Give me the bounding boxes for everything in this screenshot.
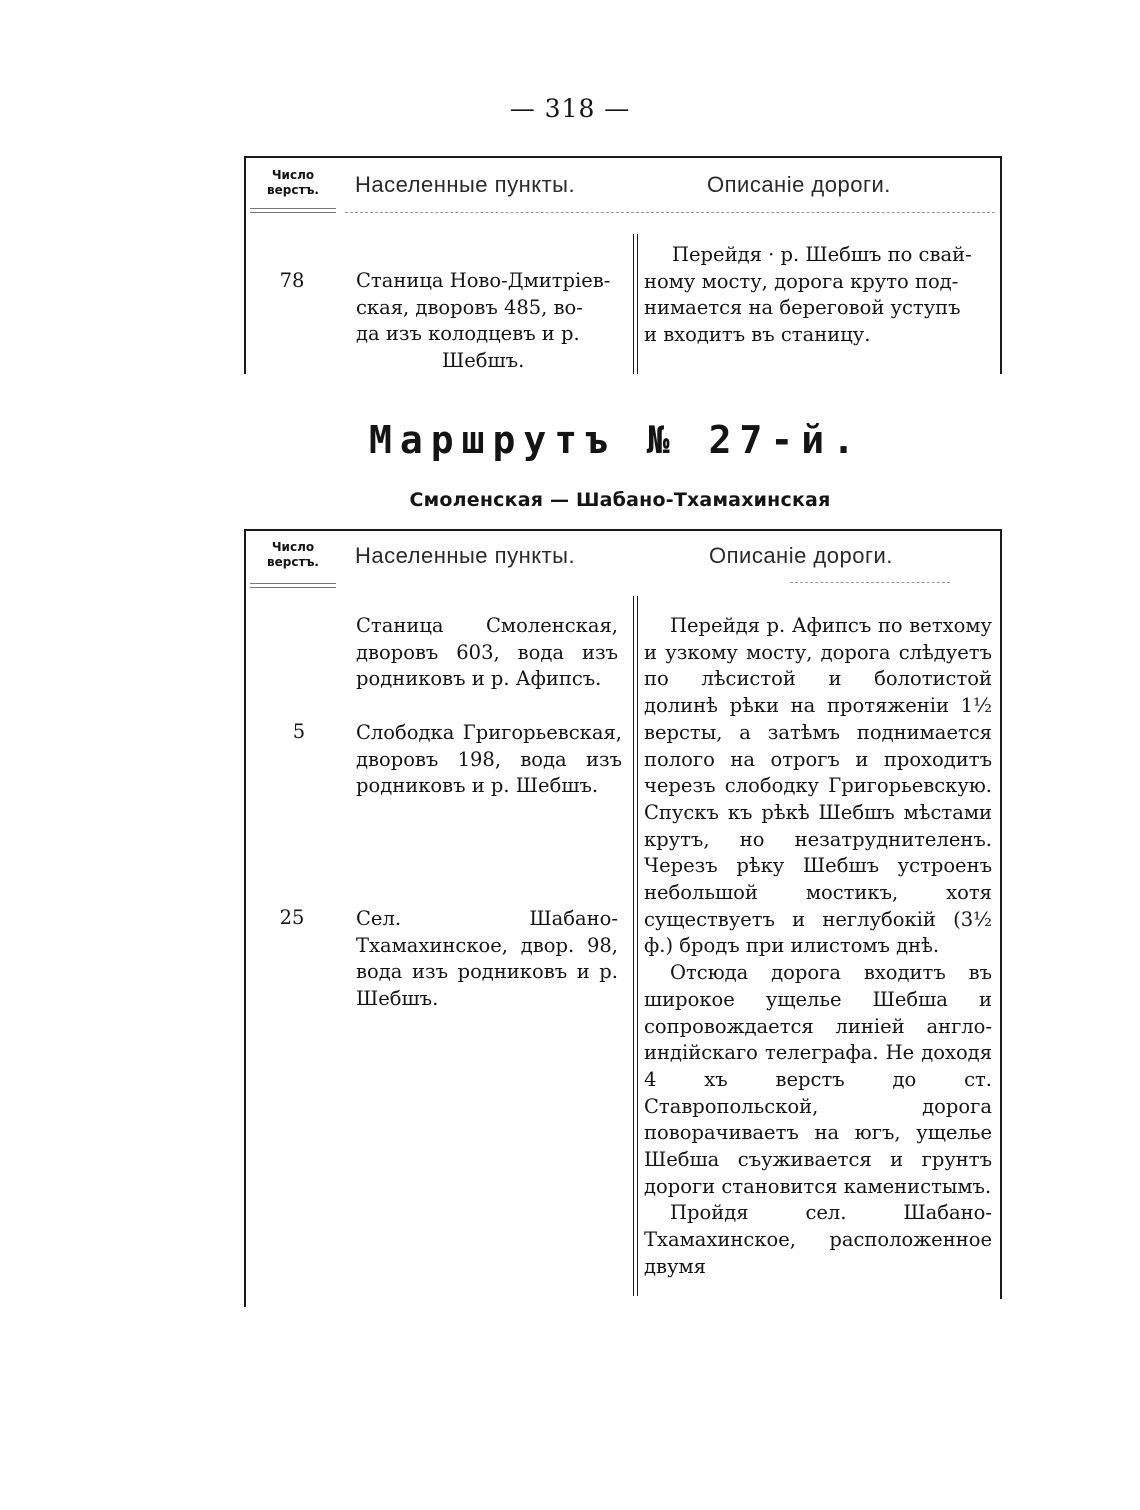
table-1-versts-value: 78 [279,269,305,292]
table-1-top-border [244,156,1002,158]
road-line: нимается на береговой уступъ [644,296,961,320]
table-1-col-divider-2 [637,234,638,374]
route-title: Маршрутъ № 27-й. [368,418,864,462]
table-2-header-settlements: Населенные пункты. [355,543,576,568]
road-line: ному мосту, дорога круто под- [644,269,959,293]
road-line: и входитъ въ станицу. [644,323,871,347]
table-2-versts-value: 25 [279,906,305,929]
table-2-settlement-cell: Сел. Шабано-Тхамахинское, двор. 98, вода изъ родниковъ и р. Шебшъ. [356,907,618,1011]
table-2-versts-value: 5 [292,720,306,743]
table-1-col-divider [633,234,634,374]
table-1-left-border [244,156,246,374]
settlement-line: да изъ колодцевъ и р. [356,322,580,346]
table-1-road-cell [644,242,1000,349]
settlement-line: Шебшъ. [442,349,525,373]
table-1-right-border [1000,156,1002,374]
road-paragraph: Отсюда дорога входитъ въ широкое ущелье Шебша и сопровождается линіей англо-индійскаго телеграфа. Не доходя 4 хъ верстъ до ст. Ставропольской, дорога поворачиваетъ на югъ, ущелье Шебша съуживается и грунтъ дороги становится каменистымъ. [644,961,992,1198]
road-line: Перейдя · р. Шебшъ по свай- [672,243,972,266]
table-2-col-divider-2 [637,596,638,1296]
settlement-line: Станица Ново-Дмитріев- [356,269,611,292]
road-paragraph: Пройдя сел. Шабано-Тхамахинское, расположенное двумя [644,1201,992,1278]
table-1-header-settlements: Населенные пункты. [355,172,576,197]
table-1-header-rule-2 [250,212,336,213]
table-1-header-versts: Число верстъ. [267,168,319,197]
table-2-header-rule-2 [250,587,336,588]
route-subtitle: Смоленская — Шабано-Тхамахинская [409,489,831,511]
table-1-header-road: Описаніе дороги. [707,172,891,197]
table-2-header-dashed-rule [790,582,950,583]
settlement-line: ская, дворовъ 485, во- [356,295,583,319]
table-2-settlement-cell: Станица Смоленская, дворовъ 603, вода изъ родниковъ и р. Афипсъ. [356,614,618,691]
table-2-header-road: Описаніе дороги. [709,543,893,568]
table-2-header-rule [250,583,336,584]
page-number: — 318 — [509,94,631,123]
table-2-right-border [1000,529,1002,1299]
table-2-header-versts: Число верстъ. [267,540,319,569]
table-2-left-border [244,529,246,1307]
table-2-top-border [244,529,1002,531]
table-2-col-divider [633,596,634,1296]
table-2-road-cell [644,613,992,1281]
table-1-header-dashed-rule [345,212,995,213]
table-1-settlement-cell [356,268,620,375]
road-paragraph: Перейдя р. Афипсъ по ветхому и узкому мосту, дорога слѣдуетъ по лѣсистой и болотистой долинѣ рѣки на протяженіи 1½ версты, а затѣмъ поднимается полого на отрогъ и проходитъ черезъ слободку Григорьевскую. Спускъ къ рѣкѣ Шебшъ мѣстами крутъ, но незатруднителенъ. Черезъ рѣку Шебшъ устроенъ небольшой мостикъ, хотя существуетъ и неглубокій (3½ ф.) бродъ при илистомъ днѣ. [644,614,992,958]
table-1-header-rule [250,208,336,209]
table-2-settlement-cell: Слободка Григорьевская, дворовъ 198, вода изъ родниковъ и р. Шебшъ. [356,721,622,798]
